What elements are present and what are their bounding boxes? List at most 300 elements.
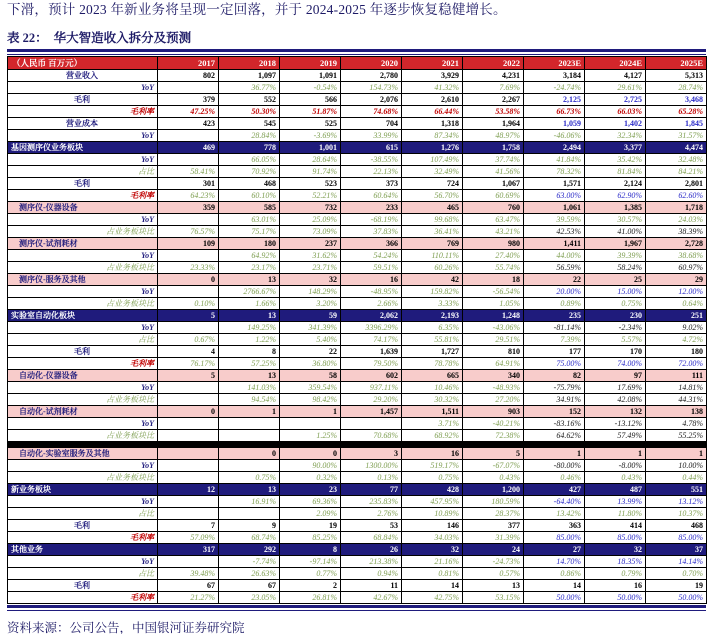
value-cell xyxy=(158,394,219,406)
value-cell: 73.09% xyxy=(280,226,341,238)
row-label: YoY xyxy=(8,82,158,94)
value-cell: 3,468 xyxy=(646,94,707,106)
value-cell: 81.84% xyxy=(585,166,646,178)
value-cell: 98.42% xyxy=(280,394,341,406)
value-cell: 4,474 xyxy=(646,142,707,154)
row-label: YoY xyxy=(8,556,158,568)
year-header-cell: 2017 xyxy=(158,57,219,70)
value-cell: 1,402 xyxy=(585,118,646,130)
value-cell: 78.32% xyxy=(524,166,585,178)
value-cell: 1,385 xyxy=(585,202,646,214)
table-row xyxy=(8,520,707,532)
value-cell: 32.34% xyxy=(585,130,646,142)
value-cell: 0 xyxy=(219,448,280,460)
value-cell: -38.55% xyxy=(341,154,402,166)
value-cell: 13 xyxy=(219,310,280,322)
revenue-forecast-table xyxy=(7,56,707,604)
row-label: YoY xyxy=(8,496,158,508)
value-cell: 1,248 xyxy=(463,310,524,322)
row-label: 占业务板块比 xyxy=(8,430,158,442)
table-title xyxy=(7,28,712,46)
value-cell: -8.00% xyxy=(585,460,646,472)
table-row xyxy=(8,370,707,382)
value-cell: 26.63% xyxy=(219,568,280,580)
value-cell: -13.12% xyxy=(585,418,646,430)
value-cell: 63.00% xyxy=(524,190,585,202)
table-row xyxy=(8,310,707,322)
value-cell: 468 xyxy=(219,178,280,190)
row-label: 营业收入 xyxy=(8,70,158,82)
value-cell: 44.00% xyxy=(524,250,585,262)
value-cell: 66.73% xyxy=(524,106,585,118)
value-cell: 64.92% xyxy=(219,250,280,262)
value-cell: 551 xyxy=(646,484,707,496)
value-cell: 373 xyxy=(341,178,402,190)
value-cell: 1 xyxy=(585,448,646,460)
value-cell: 1,091 xyxy=(280,70,341,82)
row-label: 毛利 xyxy=(8,178,158,190)
value-cell: -83.16% xyxy=(524,418,585,430)
value-cell: 1,845 xyxy=(646,118,707,130)
value-cell: 1,758 xyxy=(463,142,524,154)
value-cell: 31.62% xyxy=(280,250,341,262)
value-cell: 50.30% xyxy=(219,106,280,118)
row-label: 基因测序仪业务板块 xyxy=(8,142,158,154)
value-cell: 235 xyxy=(524,310,585,322)
value-cell: 15.00% xyxy=(585,286,646,298)
value-cell: 69.36% xyxy=(280,496,341,508)
row-label: 毛利 xyxy=(8,520,158,532)
value-cell: 152 xyxy=(524,406,585,418)
table-row xyxy=(8,82,707,94)
value-cell: 2,801 xyxy=(646,178,707,190)
row-label: YoY xyxy=(8,250,158,262)
row-label: 占比 xyxy=(8,166,158,178)
value-cell: 1,457 xyxy=(341,406,402,418)
value-cell: 76.57% xyxy=(158,226,219,238)
row-label: 占比 xyxy=(8,334,158,346)
value-cell: 23.71% xyxy=(280,262,341,274)
value-cell: 5.57% xyxy=(585,334,646,346)
value-cell: 42.08% xyxy=(585,394,646,406)
value-cell: 78.78% xyxy=(402,358,463,370)
value-cell: 60.26% xyxy=(402,262,463,274)
value-cell: 32 xyxy=(402,544,463,556)
value-cell: 180 xyxy=(646,346,707,358)
table-row xyxy=(8,532,707,544)
row-label: 营业成本 xyxy=(8,118,158,130)
value-cell: 1,061 xyxy=(524,202,585,214)
value-cell: 9.02% xyxy=(646,322,707,334)
value-cell: 41.56% xyxy=(463,166,524,178)
value-cell: 2,610 xyxy=(402,94,463,106)
value-cell: 85.00% xyxy=(646,532,707,544)
table-row xyxy=(8,142,707,154)
value-cell: 1,964 xyxy=(463,118,524,130)
value-cell: 317 xyxy=(158,544,219,556)
value-cell: 1,967 xyxy=(585,238,646,250)
value-cell: 0.75% xyxy=(402,472,463,484)
value-cell: 359.54% xyxy=(280,382,341,394)
value-cell: 110.11% xyxy=(402,250,463,262)
value-cell: 2,780 xyxy=(341,70,402,82)
value-cell: 32.49% xyxy=(402,166,463,178)
value-cell: 19 xyxy=(646,580,707,592)
value-cell: 19 xyxy=(280,520,341,532)
value-cell: 82 xyxy=(524,370,585,382)
value-cell: -68.19% xyxy=(341,214,402,226)
value-cell: 85.25% xyxy=(280,532,341,544)
year-header-cell: 2021 xyxy=(402,57,463,70)
row-label: YoY xyxy=(8,460,158,472)
value-cell: 28.84% xyxy=(219,130,280,142)
value-cell: 0.89% xyxy=(524,298,585,310)
value-cell: 87.34% xyxy=(402,130,463,142)
value-cell xyxy=(219,460,280,472)
value-cell: 233 xyxy=(341,202,402,214)
row-label: 其他业务 xyxy=(8,544,158,556)
value-cell: 55.25% xyxy=(646,430,707,442)
value-cell: 13 xyxy=(219,274,280,286)
value-cell: 1300.00% xyxy=(341,460,402,472)
value-cell: 154.73% xyxy=(341,82,402,94)
value-cell: 778 xyxy=(219,142,280,154)
value-cell: 36.77% xyxy=(219,82,280,94)
value-cell: 3 xyxy=(341,448,402,460)
value-cell: 67 xyxy=(219,580,280,592)
value-cell: 70.92% xyxy=(219,166,280,178)
value-cell: 7 xyxy=(158,520,219,532)
value-cell: 1 xyxy=(219,406,280,418)
value-cell: 22 xyxy=(524,274,585,286)
value-cell xyxy=(219,430,280,442)
value-cell: 60.10% xyxy=(219,190,280,202)
value-cell: 21.16% xyxy=(402,556,463,568)
table-row xyxy=(8,202,707,214)
table-row xyxy=(8,580,707,592)
value-cell: 39.39% xyxy=(585,250,646,262)
value-cell: 732 xyxy=(280,202,341,214)
value-cell xyxy=(219,508,280,520)
value-cell: 26.81% xyxy=(280,592,341,604)
intro-text: 下滑，预计 2023 年新业务将呈现一定回落，并于 2024-2025 年逐步恢复稳健增长。 xyxy=(7,2,507,17)
value-cell: 0.77% xyxy=(280,568,341,580)
value-cell: 23.33% xyxy=(158,262,219,274)
value-cell: 3.71% xyxy=(402,418,463,430)
value-cell: 74.17% xyxy=(341,334,402,346)
year-header-cell: 2018 xyxy=(219,57,280,70)
value-cell: -24.74% xyxy=(524,82,585,94)
value-cell: 760 xyxy=(463,202,524,214)
row-label: 测序仪-试剂耗材 xyxy=(8,238,158,250)
table-row xyxy=(8,166,707,178)
table-row xyxy=(8,460,707,472)
table-row xyxy=(8,484,707,496)
value-cell: 34.03% xyxy=(402,532,463,544)
value-cell: 31.57% xyxy=(646,130,707,142)
value-cell: 1 xyxy=(280,406,341,418)
value-cell: 159.82% xyxy=(402,286,463,298)
value-cell: 60.97% xyxy=(646,262,707,274)
value-cell: 50.00% xyxy=(585,592,646,604)
value-cell: 903 xyxy=(463,406,524,418)
value-cell: 59 xyxy=(280,310,341,322)
value-cell: 32 xyxy=(280,274,341,286)
value-cell: 251 xyxy=(646,310,707,322)
value-cell: 33.99% xyxy=(341,130,402,142)
row-label: YoY xyxy=(8,154,158,166)
row-label: 占业务板块比 xyxy=(8,262,158,274)
value-cell: 29 xyxy=(646,274,707,286)
value-cell: -56.54% xyxy=(463,286,524,298)
value-cell: 170 xyxy=(585,346,646,358)
value-cell: 237 xyxy=(280,238,341,250)
value-cell: 341.39% xyxy=(280,322,341,334)
value-cell: 18 xyxy=(463,274,524,286)
value-cell: 2766.67% xyxy=(219,286,280,298)
value-cell: 802 xyxy=(158,70,219,82)
value-cell: 25.09% xyxy=(280,214,341,226)
value-cell: 53.15% xyxy=(463,592,524,604)
value-cell: 0.79% xyxy=(585,568,646,580)
value-cell: 58.41% xyxy=(158,166,219,178)
value-cell: -75.79% xyxy=(524,382,585,394)
value-cell: 465 xyxy=(402,202,463,214)
value-cell: 230 xyxy=(585,310,646,322)
value-cell: 2,725 xyxy=(585,94,646,106)
value-cell: 292 xyxy=(219,544,280,556)
value-cell: 1,276 xyxy=(402,142,463,154)
value-cell: 0.46% xyxy=(524,472,585,484)
table-row xyxy=(8,298,707,310)
value-cell xyxy=(158,496,219,508)
table-row xyxy=(8,430,707,442)
value-cell: 23.05% xyxy=(219,592,280,604)
value-cell: 56.59% xyxy=(524,262,585,274)
value-cell: 39.48% xyxy=(158,568,219,580)
row-label: YoY xyxy=(8,214,158,226)
value-cell: 63.47% xyxy=(463,214,524,226)
row-label: 占业务板块比 xyxy=(8,394,158,406)
row-label: YoY xyxy=(8,418,158,430)
value-cell: 75.17% xyxy=(219,226,280,238)
value-cell: 31.39% xyxy=(463,532,524,544)
value-cell: 60.64% xyxy=(341,190,402,202)
value-cell: 4 xyxy=(158,346,219,358)
value-cell: 75.00% xyxy=(524,358,585,370)
table-row xyxy=(8,106,707,118)
value-cell: 4,127 xyxy=(585,70,646,82)
value-cell: -81.14% xyxy=(524,322,585,334)
value-cell: 94.54% xyxy=(219,394,280,406)
value-cell: 38.68% xyxy=(646,250,707,262)
value-cell xyxy=(158,250,219,262)
row-label: YoY xyxy=(8,382,158,394)
value-cell xyxy=(158,82,219,94)
value-cell: 14 xyxy=(524,580,585,592)
value-cell: 14 xyxy=(402,580,463,592)
year-header-cell: 2019 xyxy=(280,57,341,70)
value-cell: 1,718 xyxy=(646,202,707,214)
value-cell xyxy=(158,430,219,442)
value-cell: 27 xyxy=(524,544,585,556)
value-cell xyxy=(158,448,219,460)
value-cell: 68.92% xyxy=(402,430,463,442)
value-cell: 363 xyxy=(524,520,585,532)
value-cell: 13.12% xyxy=(646,496,707,508)
value-cell: 85.00% xyxy=(585,532,646,544)
value-cell: 111 xyxy=(646,370,707,382)
value-cell: 10.00% xyxy=(646,460,707,472)
row-label: 毛利率 xyxy=(8,106,158,118)
value-cell: 21.27% xyxy=(158,592,219,604)
value-cell: 0 xyxy=(158,274,219,286)
value-cell: 29.51% xyxy=(463,334,524,346)
value-cell: 32 xyxy=(585,544,646,556)
value-cell: 51.87% xyxy=(280,106,341,118)
value-cell: 2,076 xyxy=(341,94,402,106)
value-cell: 16 xyxy=(341,274,402,286)
value-cell: 585 xyxy=(219,202,280,214)
value-cell xyxy=(158,322,219,334)
value-cell: 5 xyxy=(158,310,219,322)
value-cell: 177 xyxy=(524,346,585,358)
value-cell: 1.66% xyxy=(219,298,280,310)
value-cell: 0.32% xyxy=(280,472,341,484)
value-cell: 0.70% xyxy=(646,568,707,580)
value-cell: -24.73% xyxy=(463,556,524,568)
value-cell: 109 xyxy=(158,238,219,250)
value-cell: 3,377 xyxy=(585,142,646,154)
value-cell: 57.09% xyxy=(158,532,219,544)
value-cell: 9 xyxy=(219,520,280,532)
value-cell: 47.25% xyxy=(158,106,219,118)
value-cell: 552 xyxy=(219,94,280,106)
value-cell: -46.06% xyxy=(524,130,585,142)
value-cell: 2.66% xyxy=(341,298,402,310)
value-cell: 65.28% xyxy=(646,106,707,118)
value-cell: 36.41% xyxy=(402,226,463,238)
table-row xyxy=(8,508,707,520)
value-cell: 0.75% xyxy=(219,472,280,484)
value-cell: 3.20% xyxy=(280,298,341,310)
row-label: 实验室自动化板块 xyxy=(8,310,158,322)
value-cell: 5 xyxy=(158,370,219,382)
value-cell: 20.00% xyxy=(524,286,585,298)
table-row xyxy=(8,238,707,250)
value-cell: 62.90% xyxy=(585,190,646,202)
table-row xyxy=(8,322,707,334)
year-header-cell: 2020 xyxy=(341,57,402,70)
value-cell xyxy=(158,154,219,166)
year-header-cell: 2022 xyxy=(463,57,524,70)
value-cell: 10.46% xyxy=(402,382,463,394)
value-cell: 50.00% xyxy=(646,592,707,604)
table-row xyxy=(8,592,707,604)
value-cell: 0 xyxy=(280,448,341,460)
value-cell: 11 xyxy=(341,580,402,592)
value-cell: 72.00% xyxy=(646,358,707,370)
value-cell: 14.81% xyxy=(646,382,707,394)
table-row xyxy=(8,178,707,190)
value-cell: -2.34% xyxy=(585,322,646,334)
value-cell: 5 xyxy=(463,448,524,460)
value-cell: 13 xyxy=(463,580,524,592)
value-cell: 1 xyxy=(524,448,585,460)
value-cell: 66.03% xyxy=(585,106,646,118)
table-row xyxy=(8,346,707,358)
value-cell: 13.42% xyxy=(524,508,585,520)
value-cell: 301 xyxy=(158,178,219,190)
value-cell: 34.91% xyxy=(524,394,585,406)
row-label: 毛利 xyxy=(8,580,158,592)
value-cell: 8 xyxy=(280,544,341,556)
value-cell: 1.25% xyxy=(280,430,341,442)
value-cell: 937.11% xyxy=(341,382,402,394)
value-cell: 70.68% xyxy=(341,430,402,442)
value-cell: 41.32% xyxy=(402,82,463,94)
table-number-label: 表 22： xyxy=(7,31,48,45)
value-cell: 2.09% xyxy=(280,508,341,520)
row-label: YoY xyxy=(8,130,158,142)
row-label: 自动化-仪器设备 xyxy=(8,370,158,382)
value-cell: 4,231 xyxy=(463,70,524,82)
value-cell xyxy=(158,556,219,568)
value-cell: 25 xyxy=(585,274,646,286)
value-cell: 64.62% xyxy=(524,430,585,442)
value-cell: 44.31% xyxy=(646,394,707,406)
value-cell: 0.94% xyxy=(341,568,402,580)
value-cell: 41.84% xyxy=(524,154,585,166)
value-cell: -40.21% xyxy=(463,418,524,430)
unit-header-cell: （人民币 百万元） xyxy=(8,57,158,70)
value-cell: 3396.29% xyxy=(341,322,402,334)
value-cell: 26 xyxy=(341,544,402,556)
table-row xyxy=(8,496,707,508)
value-cell: 2,728 xyxy=(646,238,707,250)
value-cell: 1 xyxy=(646,448,707,460)
bottom-rule xyxy=(7,605,706,611)
value-cell: -0.54% xyxy=(280,82,341,94)
value-cell: 42 xyxy=(402,274,463,286)
value-cell: 30.32% xyxy=(402,394,463,406)
year-header-cell: 2023E xyxy=(524,57,585,70)
value-cell: 1,318 xyxy=(402,118,463,130)
value-cell: 468 xyxy=(646,520,707,532)
value-cell: 50.00% xyxy=(524,592,585,604)
value-cell: 0 xyxy=(158,406,219,418)
value-cell: 8 xyxy=(219,346,280,358)
value-cell: 4.78% xyxy=(646,418,707,430)
value-cell xyxy=(158,460,219,472)
value-cell xyxy=(158,418,219,430)
table-row xyxy=(8,154,707,166)
value-cell: 525 xyxy=(280,118,341,130)
value-cell: 0.13% xyxy=(341,472,402,484)
row-label: 自动化-试剂耗材 xyxy=(8,406,158,418)
value-cell: 24 xyxy=(463,544,524,556)
value-cell: 84.21% xyxy=(646,166,707,178)
value-cell: 6.35% xyxy=(402,322,463,334)
value-cell: 16 xyxy=(585,580,646,592)
value-cell: 55.74% xyxy=(463,262,524,274)
value-cell: 1,001 xyxy=(280,142,341,154)
value-cell: 42.53% xyxy=(524,226,585,238)
value-cell: 523 xyxy=(280,178,341,190)
title-rule xyxy=(7,49,706,55)
value-cell: 3,929 xyxy=(402,70,463,82)
table-row xyxy=(8,394,707,406)
